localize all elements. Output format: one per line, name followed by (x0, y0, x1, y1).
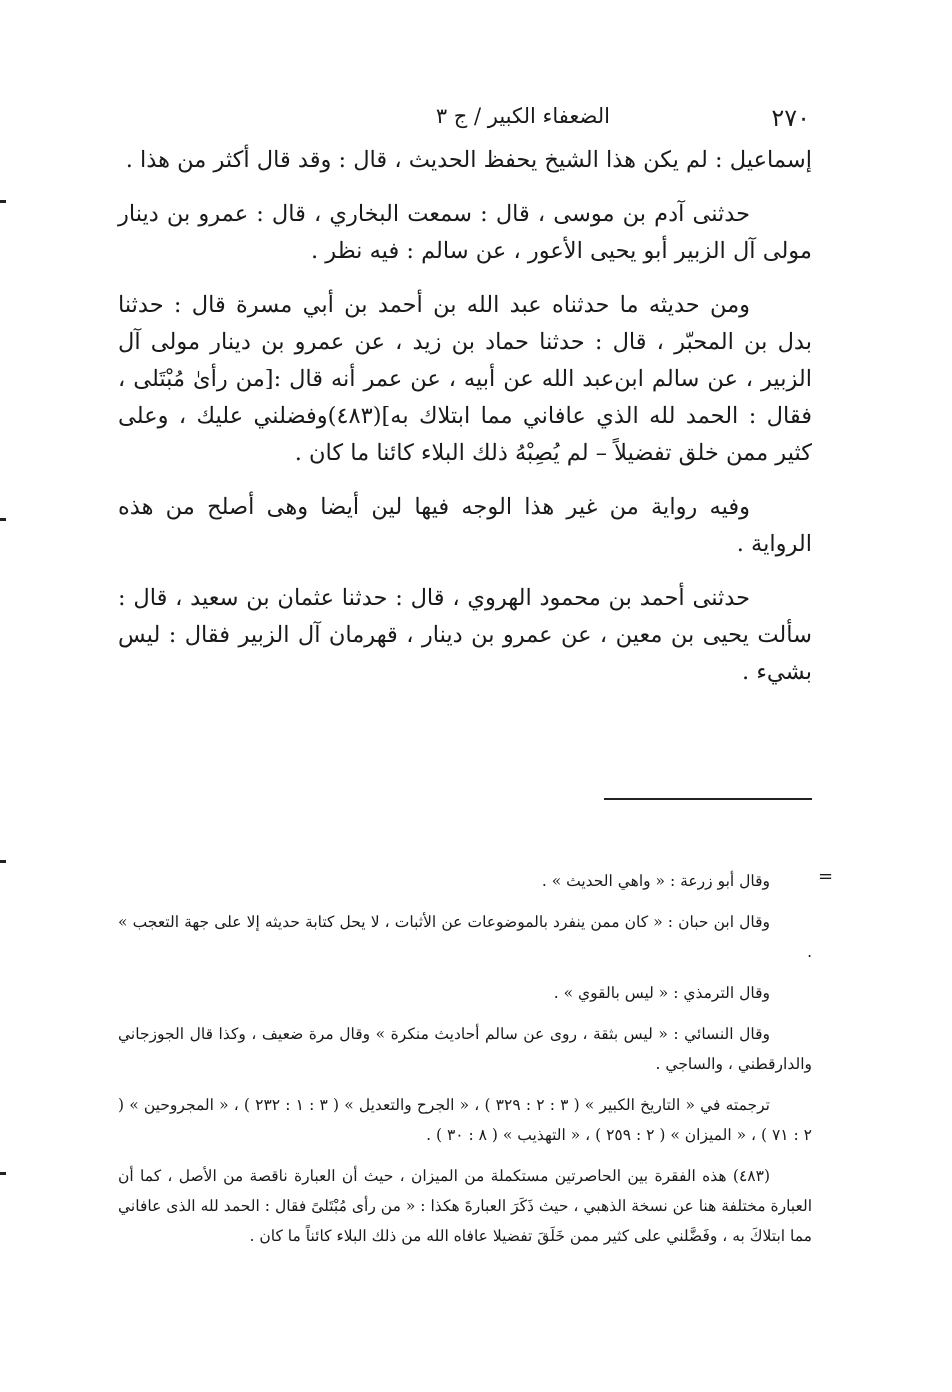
margin-mark (0, 518, 6, 521)
main-paragraph: وفيه رواية من غير هذا الوجه فيها لين أيضا وهى أصلح من هذه الرواية . (118, 494, 812, 557)
page-header (120, 104, 810, 138)
main-paragraph: حدثنى أحمد بن محمود الهروي ، قال : حدثنا عثمان بن سعيد ، قال : سألت يحيى بن معين ، عن عمرو بن دينار ، قهرمان آل الزبير فقال : ليس بشيء . (118, 585, 812, 685)
main-paragraph: ومن حديثه ما حدثناه عبد الله بن أحمد بن أبي مسرة قال : حدثنا بدل بن المحبّر ، قال : حدثنا حماد بن زيد ، عن عمرو بن دينار مولى آل الزبير ، عن سالم ابن‌عبد الله عن أبيه ، عن عمر أنه قال :[من رأىٰ مُبْتَلى ، فقال : الحمد لله الذي عافاني مما ابتلاك به](٤٨٣)وفضلني عليك ، وعلى كثير ممن خلق تفضيلاً – لم يُصِبْهُ ذلك البلاء كائنا ما كان . (118, 292, 812, 466)
margin-mark (0, 200, 6, 203)
margin-mark (0, 1172, 6, 1175)
footnote-paragraph: وقال ابن حبان : « كان ممن ينفرد بالموضوعات عن الأثبات ، لا يحل كتابة حديثه إلا على جهة التعجب » . (118, 913, 812, 961)
main-paragraph: حدثنى آدم بن موسى ، قال : سمعت البخاري ، قال : عمرو بن دينار مولى آل الزبير أبو يحيى الأعور ، عن سالم : فيه نظر . (118, 201, 812, 264)
running-title: الضعفاء الكبير / ج ٣ (435, 104, 610, 128)
page-number: ٢٧٠ (771, 104, 810, 132)
footnote-separator (604, 798, 812, 800)
footnote-paragraph: وقال أبو زرعة : « واهي الحديث » . (541, 872, 770, 890)
footnote-continuation-mark: = (818, 866, 834, 887)
footnote-paragraph: وقال الترمذي : « ليس بالقوي » . (553, 984, 770, 1002)
footnote-paragraph: وقال النسائي : « ليس بثقة ، روى عن سالم أحاديث منكرة » وقال مرة ضعيف ، وكذا قال الجوزجاني والدارقطني ، والساجي . (118, 1025, 812, 1073)
footnote-paragraph: (٤٨٣) هذه الفقرة بين الحاصرتين مستكملة من الميزان ، حيث أن العبارة ناقصة من الأصل ، كما أن العبارة مختلفة هنا عن نسخة الذهبي ، حيث ذَكَرَ العبارةَ هكذا : « من رأى مُبْتَلىً فقال : الحمد لله الذى عافاني مما ابتلاكَ به ، وفَضَّلني على كثير ممن خَلَقَ تفضيلا عافاه الله من ذلك البلاء كائناً ما كان . (118, 1167, 812, 1245)
margin-mark (0, 860, 6, 863)
main-paragraph: إسماعيل : لم يكن هذا الشيخ يحفظ الحديث ، قال : وقد قال أكثر من هذا . (125, 147, 812, 173)
footnotes (118, 866, 812, 1262)
footnote-paragraph: ترجمته في « التاريخ الكبير » ( ٣ : ٢ : ٣٢٩ ) ، « الجرح والتعديل » ( ٣ : ١ : ٢٣٢ ) ، « المجروحين » ( ٢ : ٧١ ) ، « الميزان » ( ٢ : ٢٥٩ ) ، « التهذيب » ( ٨ : ٣٠ ) . (118, 1096, 812, 1144)
main-text (118, 142, 812, 708)
